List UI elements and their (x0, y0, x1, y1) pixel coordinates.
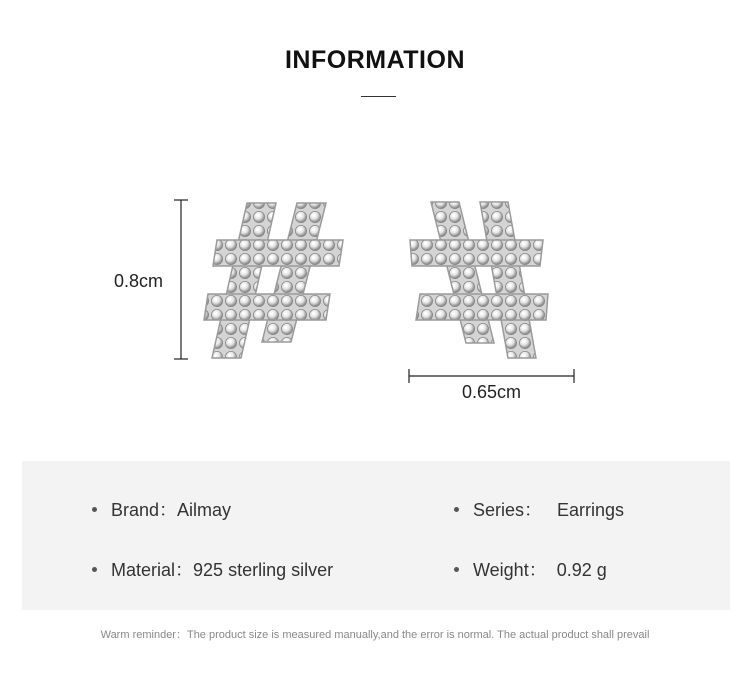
spec-value: 925 sterling silver (193, 560, 334, 580)
width-dimension-line (409, 369, 574, 383)
bullet-icon (454, 507, 459, 512)
specs-panel (22, 461, 730, 610)
spec-value: 0.92 g (546, 560, 607, 580)
bullet-icon (92, 507, 97, 512)
spec-material (92, 556, 333, 582)
spec-weight (454, 556, 607, 582)
warm-reminder-note: Warm reminder：The product size is measured manually,and the error is normal. The actual product shall prevail (100, 629, 650, 641)
height-label: 0.8cm (114, 271, 164, 291)
spec-value: Ailmay (177, 500, 232, 520)
width-label: 0.65cm (462, 382, 522, 402)
earring-right (410, 202, 548, 358)
spec-series (454, 496, 624, 522)
spec-label: Brand： (111, 500, 178, 520)
height-dimension-line (174, 200, 188, 359)
page-title: INFORMATION (284, 46, 465, 74)
spec-label: Material： (111, 560, 194, 580)
spec-label: Weight： (473, 560, 547, 580)
bullet-icon (92, 567, 97, 572)
bullet-icon (454, 567, 459, 572)
spec-value: Earrings (542, 500, 625, 520)
earring-left (204, 203, 343, 358)
spec-brand (92, 496, 231, 522)
spec-label: Series： (473, 500, 543, 520)
